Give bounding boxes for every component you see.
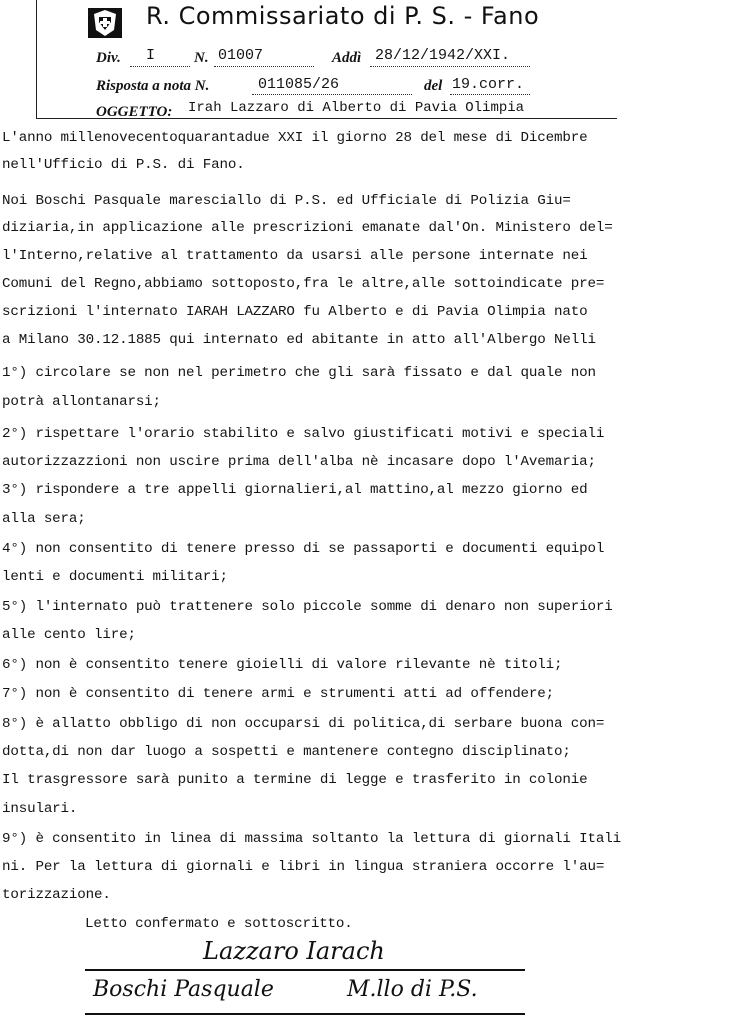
internee-signature: Lazzaro Iarach	[203, 937, 385, 965]
body-line: 7°) non è consentito di tenere armi e strumenti atti ad offendere;	[2, 686, 555, 702]
signature-line	[85, 1013, 525, 1015]
oggetto-label: OGGETTO:	[96, 104, 173, 120]
body-line: Comuni del Regno,abbiamo sottoposto,fra le altre,alle sottoindicate pre=	[2, 276, 605, 292]
body-line: alla sera;	[2, 511, 86, 527]
body-line: alle cento lire;	[2, 627, 136, 643]
signature-line	[85, 969, 525, 971]
closing-formula: Letto confermato e sottoscritto.	[85, 916, 353, 932]
body-line: insulari.	[2, 801, 78, 817]
body-line: L'anno millenovecentoquarantadue XXI il giorno 28 del mese di Dicembre	[2, 130, 588, 146]
royal-emblem-icon	[88, 8, 122, 38]
body-line: 9°) è consentito in linea di massima soltanto la lettura di giornali Itali	[2, 831, 621, 847]
body-line: 8°) è allatto obbligo di non occuparsi di politica,di serbare buona con=	[2, 716, 605, 732]
body-line: nell'Ufficio di P.S. di Fano.	[2, 157, 245, 173]
body-line: 6°) non è consentito tenere gioielli di valore rilevante nè titoli;	[2, 657, 563, 673]
body-line: torizzazione.	[2, 887, 111, 903]
risposta-label: Risposta a nota N.	[96, 78, 210, 94]
addi-value: 28/12/1942/XXI.	[375, 47, 511, 64]
officer-signature: Boschi Pasquale	[93, 977, 274, 1002]
oggetto-value: Irah Lazzaro di Alberto di Pavia Olimpia	[188, 100, 525, 116]
div-value: I	[146, 47, 156, 64]
n-value: 01007	[218, 47, 264, 64]
body-line: 4°) non consentito di tenere presso di se passaporti e documenti equipol	[2, 541, 605, 557]
del-value: 19.corr.	[452, 76, 525, 93]
body-line: autorizzazzioni non uscire prima dell'alba nè incasare dopo l'Avemaria;	[2, 454, 596, 470]
n-label: N.	[194, 50, 209, 66]
del-label: del	[424, 78, 443, 94]
body-line: 2°) rispettare l'orario stabilito e salvo giustificati motivi e speciali	[2, 426, 605, 442]
body-line: potrà allontanarsi;	[2, 394, 161, 410]
body-line: scrizioni l'internato IARAH LAZZARO fu Alberto e di Pavia Olimpia nato	[2, 304, 588, 320]
body-line: Noi Boschi Pasquale maresciallo di P.S. ed Ufficiale di Polizia Giu=	[2, 193, 571, 209]
signature-area	[85, 935, 525, 1025]
body-line: 1°) circolare se non nel perimetro che gli sarà fissato e dal quale non	[2, 365, 596, 381]
body-line: Il trasgressore sarà punito a termine di legge e trasferito in colonie	[2, 772, 588, 788]
body-line: 5°) l'internato può trattenere solo piccole somme di denaro non superiori	[2, 599, 613, 615]
body-line: a Milano 30.12.1885 qui internato ed abitante in atto all'Albergo Nelli	[2, 332, 596, 348]
body-line: 3°) rispondere a tre appelli giornalieri,al mattino,al mezzo giorno ed	[2, 482, 588, 498]
body-line: ni. Per la lettura di giornali e libri in lingua straniera occorre l'au=	[2, 859, 605, 875]
office-name: R. Commissariato di P. S. - Fano	[146, 2, 540, 30]
div-label: Div.	[96, 50, 121, 66]
risposta-value: 011085/26	[258, 76, 340, 93]
addi-label: Addì	[332, 50, 362, 66]
body-line: l'Interno,relative al trattamento da usarsi alle persone internate nei	[2, 248, 588, 264]
body-line: diziaria,in applicazione alle prescrizioni emanate dal'On. Ministero del=	[2, 220, 613, 236]
body-line: lenti e documenti militari;	[2, 569, 228, 585]
officer-rank: M.llo di P.S.	[347, 977, 478, 1002]
body-line: dotta,di non dar luogo a sospetti e mantenere contegno disciplinato;	[2, 744, 571, 760]
